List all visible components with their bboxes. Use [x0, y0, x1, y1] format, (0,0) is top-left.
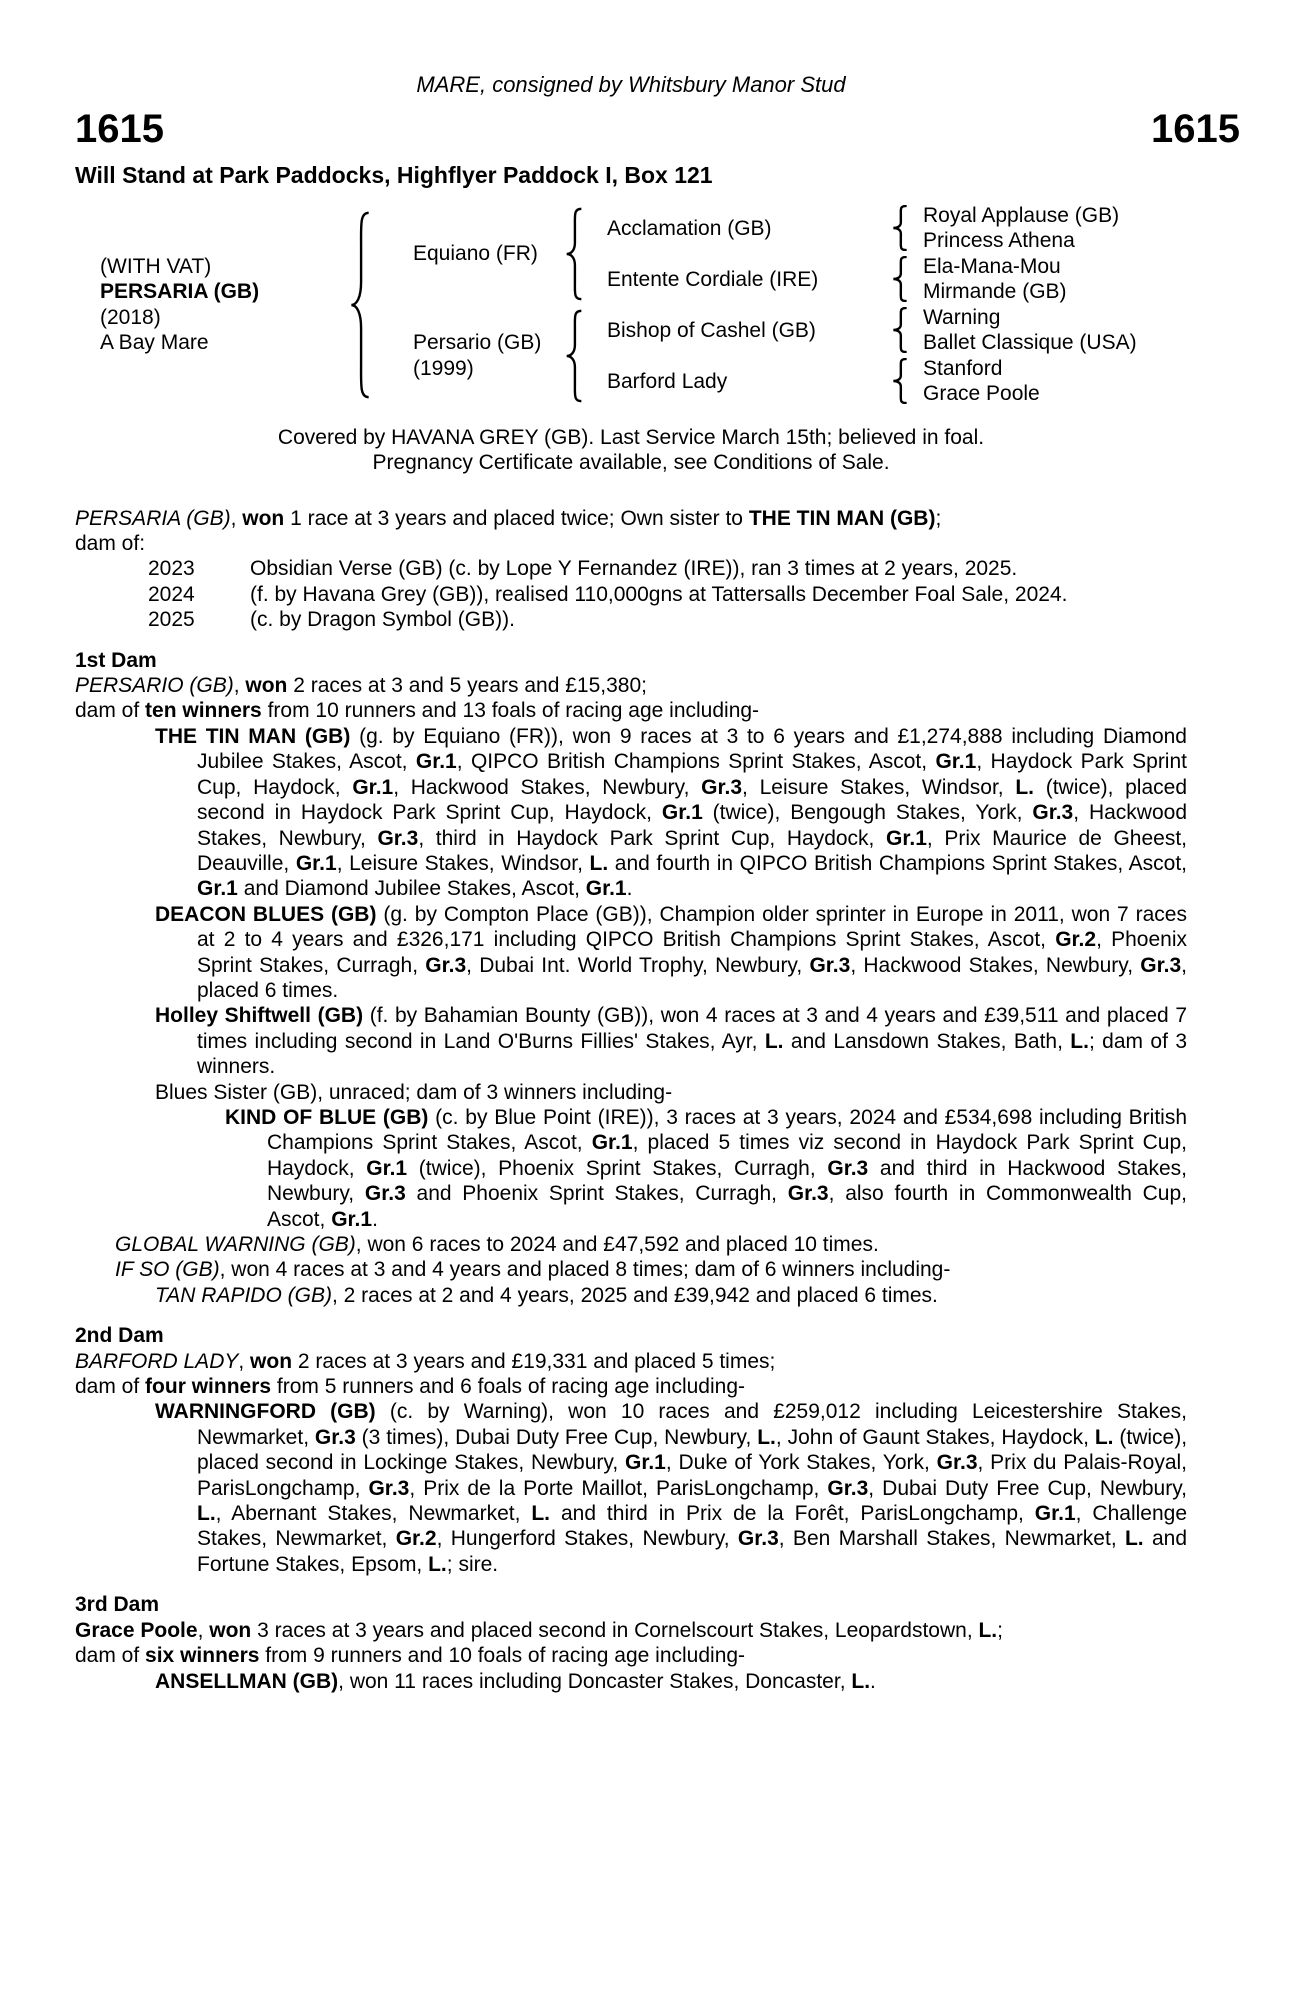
sire-cell	[385, 203, 555, 305]
pedigree-paragraph: dam of ten winners from 10 runners and 13 foals of racing age including-	[75, 699, 760, 723]
pedigree-brace-icon	[883, 305, 917, 356]
gen3-name: Entente Cordiale (IRE)	[607, 267, 819, 291]
pedigree-brace-icon	[555, 203, 593, 305]
dam-cell	[385, 305, 555, 407]
produce-year: 2025	[148, 608, 195, 632]
pedigree-paragraph: BARFORD LADY, won 2 races at 3 years and £19,331 and placed 5 times;	[75, 1349, 776, 1373]
produce-description: (f. by Havana Grey (GB)), realised 110,000gns at Tattersalls December Foal Sale, 2024.	[250, 582, 1068, 606]
section-heading-3rd-dam: 3rd Dam	[75, 1593, 160, 1617]
gen4-pair	[917, 254, 1240, 305]
produce-record-row	[148, 607, 1187, 632]
pedigree-paragraph: ANSELLMAN (GB), won 11 races including Doncaster Stakes, Doncaster, L..	[155, 1669, 876, 1693]
dam-year: (1999)	[413, 356, 474, 380]
pedigree-paragraph: TAN RAPIDO (GB), 2 races at 2 and 4 years, 2025 and £39,942 and placed 6 times.	[155, 1283, 938, 1307]
gen4-name: Grace Poole	[923, 382, 1040, 406]
gen4-name: Ballet Classique (USA)	[923, 331, 1137, 355]
produce-year: 2024	[148, 582, 195, 606]
pedigree-brace-icon	[555, 305, 593, 407]
pedigree-paragraph: Holley Shiftwell (GB) (f. by Bahamian Bounty (GB)), won 4 races at 3 and 4 years and £39,511 and placed 7 times including second in Land O'Burns Fillies' Stakes, Ayr, L. and Lansdown Stakes, Bath, L.; dam of 3 winners.	[155, 1004, 1188, 1079]
sire-name: Equiano (FR)	[413, 242, 538, 266]
produce-year: 2023	[148, 557, 195, 581]
pedigree-brace-icon	[883, 254, 917, 305]
covering-details	[75, 425, 1187, 476]
section-heading-2nd-dam: 2nd Dam	[75, 1324, 164, 1348]
gen3-unit	[593, 203, 1240, 254]
dam-of-label: dam of:	[75, 532, 146, 556]
gen3-name: Bishop of Cashel (GB)	[607, 318, 816, 342]
pedigree-paragraph: IF SO (GB), won 4 races at 3 and 4 years and placed 8 times; dam of 6 winners including-	[115, 1258, 951, 1282]
pedigree-paragraph: DEACON BLUES (GB) (g. by Compton Place (GB)), Champion older sprinter in Europe in 2011, won 7 races at 2 to 4 years and £326,171 including QIPCO British Champions Sprint Stakes, Ascot, Gr.2, Phoenix Sprint Stakes, Curragh, Gr.3, Dubai Int. World Trophy, Newbury, Gr.3, Hackwood Stakes, Newbury, Gr.3, placed 6 times.	[155, 902, 1187, 1002]
pedigree-paragraph: KIND OF BLUE (GB) (c. by Blue Point (IRE)), 3 races at 3 years, 2024 and £534,698 including British Champions Sprint Stakes, Ascot, Gr.1, placed 5 times viz second in Haydock Park Sprint Cup, Haydock, Gr.1 (twice), Phoenix Sprint Stakes, Curragh, Gr.3 and third in Hackwood Stakes, Newbury, Gr.3 and Phoenix Sprint Stakes, Curragh, Gr.3, also fourth in Commonwealth Cup, Ascot, Gr.1.	[225, 1105, 1187, 1231]
gen3-name: Acclamation (GB)	[607, 216, 772, 240]
sire-family	[385, 203, 1240, 305]
catalogue-body	[75, 506, 1187, 1694]
pedigree-subject	[75, 203, 335, 407]
gen4-name: Stanford	[923, 356, 1003, 380]
pedigree-brace-icon	[883, 203, 917, 254]
gen3-name: Barford Lady	[607, 369, 728, 393]
pedigree-paragraph: GLOBAL WARNING (GB), won 6 races to 2024 and £47,592 and placed 10 times.	[115, 1233, 879, 1256]
pedigree-paragraph: Grace Poole, won 3 races at 3 years and placed second in Cornelscourt Stakes, Leopardstown, L.;	[75, 1618, 1003, 1642]
pedigree-paragraph: dam of six winners from 9 runners and 10 foals of racing age including-	[75, 1644, 746, 1668]
produce-record-row	[148, 582, 1187, 607]
vat-note: (WITH VAT)	[100, 255, 212, 278]
pregnancy-certificate-line: Pregnancy Certificate available, see Conditions of Sale.	[372, 451, 890, 475]
subject-year: (2018)	[100, 305, 161, 329]
pedigree-table	[75, 203, 1240, 407]
section-heading-1st-dam: 1st Dam	[75, 648, 157, 672]
produce-description: Obsidian Verse (GB) (c. by Lope Y Fernandez (IRE)), ran 3 times at 2 years, 2025.	[250, 557, 1018, 581]
dam-family	[385, 305, 1240, 407]
gen4-pair	[917, 305, 1240, 356]
gen4-name: Royal Applause (GB)	[923, 203, 1120, 227]
gen4-pair	[917, 356, 1240, 407]
subject-race-record: PERSARIA (GB), won 1 race at 3 years and placed twice; Own sister to THE TIN MAN (GB);	[75, 506, 942, 530]
pedigree-brace-icon	[335, 203, 385, 407]
produce-description: (c. by Dragon Symbol (GB)).	[250, 608, 515, 632]
sire-gen3-column	[593, 203, 1240, 305]
pedigree-paragraph: THE TIN MAN (GB) (g. by Equiano (FR)), won 9 races at 3 to 6 years and £1,274,888 including Diamond Jubilee Stakes, Ascot, Gr.1, QIPCO British Champions Sprint Stakes, Ascot, Gr.1, Haydock Park Sprint Cup, Haydock, Gr.1, Hackwood Stakes, Newbury, Gr.3, Leisure Stakes, Windsor, L. (twice), placed second in Haydock Park Sprint Cup, Haydock, Gr.1 (twice), Bengough Stakes, York, Gr.3, Hackwood Stakes, Newbury, Gr.3, third in Haydock Park Sprint Cup, Haydock, Gr.1, Prix Maurice de Gheest, Deauville, Gr.1, Leisure Stakes, Windsor, L. and fourth in QIPCO British Champions Sprint Stakes, Ascot, Gr.1 and Diamond Jubilee Stakes, Ascot, Gr.1.	[155, 724, 1188, 901]
gen4-name: Mirmande (GB)	[923, 280, 1067, 304]
gen4-name: Princess Athena	[923, 229, 1075, 253]
consignor-line: MARE, consigned by Whitsbury Manor Stud	[416, 72, 846, 97]
gen4-name: Ela-Mana-Mou	[923, 254, 1061, 278]
pedigree-paragraph: PERSARIO (GB), won 2 races at 3 and 5 years and £15,380;	[75, 674, 647, 698]
pedigree-paragraph: Blues Sister (GB), unraced; dam of 3 winners including-	[155, 1080, 673, 1104]
gen3-unit	[593, 305, 1240, 356]
subject-description: A Bay Mare	[100, 331, 209, 355]
gen4-name: Warning	[923, 305, 1001, 329]
gen3-unit	[593, 356, 1240, 407]
lot-number-right: 1615	[1151, 107, 1240, 152]
gen4-pair	[917, 203, 1240, 254]
covering-line: Covered by HAVANA GREY (GB). Last Service March 15th; believed in foal.	[277, 425, 985, 449]
dam-gen3-column	[593, 305, 1240, 407]
pedigree-brace-icon	[883, 356, 917, 407]
lot-number-row	[75, 107, 1240, 151]
pedigree-generations	[385, 203, 1240, 407]
lot-number-left: 1615	[75, 107, 164, 152]
pedigree-paragraph: WARNINGFORD (GB) (c. by Warning), won 10 races and £259,012 including Leicestershire Stakes, Newmarket, Gr.3 (3 times), Dubai Duty Free Cup, Newbury, L., John of Gaunt Stakes, Haydock, L. (twice), placed second in Lockinge Stakes, Newbury, Gr.1, Duke of York Stakes, York, Gr.3, Prix du Palais-Royal, ParisLongchamp, Gr.3, Prix de la Porte Maillot, ParisLongchamp, Gr.3, Dubai Duty Free Cup, Newbury, L., Abernant Stakes, Newmarket, L. and third in Prix de la Forêt, ParisLongchamp, Gr.1, Challenge Stakes, Newmarket, Gr.2, Hungerford Stakes, Newbury, Gr.3, Ben Marshall Stakes, Newmarket, L. and Fortune Stakes, Epsom, L.; sire.	[155, 1400, 1188, 1576]
pedigree-paragraph: dam of four winners from 5 runners and 6 foals of racing age including-	[75, 1375, 745, 1399]
produce-record-row	[148, 556, 1187, 581]
stand-location-line: Will Stand at Park Paddocks, Highflyer Paddock I, Box 121	[75, 162, 713, 189]
subject-name: PERSARIA (GB)	[100, 280, 260, 304]
dam-name: Persario (GB)	[413, 331, 542, 355]
gen3-unit	[593, 254, 1240, 305]
